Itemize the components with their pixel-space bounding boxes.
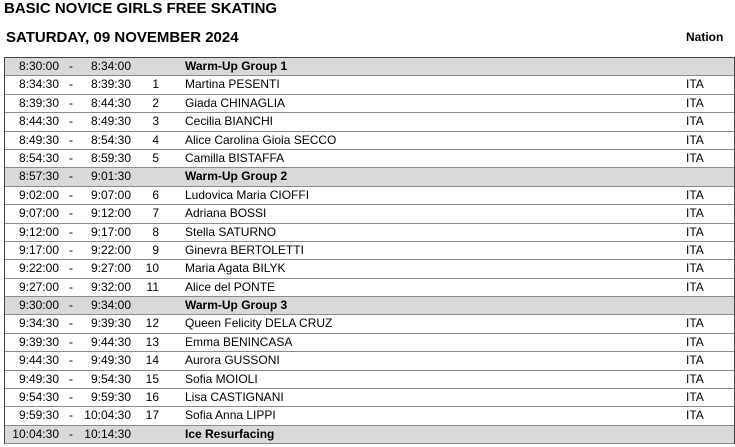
time-separator: -	[69, 353, 73, 368]
skater-name: Adriana BOSSI	[185, 206, 267, 221]
start-time: 9:12:00	[18, 224, 59, 239]
start-number: 3	[152, 114, 159, 129]
skater-row	[5, 187, 734, 205]
time-separator: -	[69, 77, 73, 92]
nation-code: ITA	[686, 206, 704, 221]
end-time: 9:44:30	[90, 334, 131, 349]
end-time: 8:34:00	[90, 59, 131, 73]
skater-row	[5, 315, 734, 333]
start-time: 8:34:30	[18, 77, 59, 92]
start-number: 8	[152, 224, 159, 239]
time-separator: -	[69, 59, 73, 73]
nation-code: ITA	[686, 77, 704, 92]
skater-row	[5, 132, 734, 150]
nation-code: ITA	[686, 371, 704, 386]
time-separator: -	[69, 408, 73, 423]
skater-row	[5, 260, 734, 278]
start-time: 9:59:30	[18, 408, 59, 423]
skater-row	[5, 205, 734, 223]
session-label: Ice Resurfacing	[185, 426, 275, 441]
skater-name: Queen Felicity DELA CRUZ	[185, 316, 333, 331]
start-time: 8:39:30	[18, 95, 59, 110]
start-number: 7	[152, 206, 159, 221]
event-date: SATURDAY, 09 NOVEMBER 2024	[6, 29, 239, 46]
nation-code: ITA	[686, 242, 704, 257]
start-number: 12	[145, 316, 159, 331]
skater-row	[5, 150, 734, 168]
time-separator: -	[69, 132, 73, 147]
skater-row	[5, 76, 734, 94]
start-number: 11	[146, 279, 159, 294]
start-time: 8:57:30	[18, 169, 59, 184]
start-number: 14	[145, 353, 159, 368]
time-separator: -	[69, 187, 73, 202]
skater-row	[5, 352, 734, 370]
time-separator: -	[69, 334, 73, 349]
nation-code: ITA	[686, 334, 704, 349]
skater-name: Camilla BISTAFFA	[185, 150, 285, 165]
nation-code: ITA	[686, 114, 704, 129]
nation-code: ITA	[686, 261, 704, 276]
start-time: 8:44:30	[18, 114, 59, 129]
nation-code: ITA	[686, 316, 704, 331]
end-time: 8:49:30	[90, 114, 131, 129]
page-title: BASIC NOVICE GIRLS FREE SKATING	[4, 0, 278, 17]
nation-code: ITA	[686, 150, 704, 165]
nation-column-header: Nation	[686, 30, 724, 44]
time-separator: -	[69, 95, 73, 110]
start-time: 9:54:30	[18, 390, 59, 405]
end-time: 9:07:00	[90, 187, 131, 202]
time-separator: -	[69, 242, 73, 257]
time-separator: -	[69, 316, 73, 331]
session-label: Warm-Up Group 3	[185, 298, 288, 313]
time-separator: -	[69, 224, 73, 239]
start-number: 13	[145, 334, 159, 349]
schedule-table	[4, 57, 735, 444]
start-time: 8:54:30	[18, 150, 59, 165]
start-number: 15	[145, 371, 159, 386]
start-number: 4	[152, 132, 159, 147]
skater-row	[5, 279, 734, 297]
end-time: 10:04:30	[84, 408, 131, 423]
skater-row	[5, 371, 734, 389]
start-number: 16	[145, 390, 159, 405]
start-time: 9:02:00	[18, 187, 59, 202]
session-row	[5, 58, 734, 76]
start-number: 17	[145, 408, 159, 423]
nation-code: ITA	[686, 279, 704, 294]
skater-name: Alice Carolina Gioia SECCO	[185, 132, 337, 147]
skater-name: Cecilia BIANCHI	[185, 114, 274, 129]
session-row	[5, 297, 734, 315]
start-time: 9:39:30	[18, 334, 59, 349]
skater-name: Alice del PONTE	[185, 279, 276, 294]
skater-name: Maria Agata BILYK	[185, 261, 286, 276]
end-time: 9:34:00	[90, 298, 131, 313]
skater-name: Martina PESENTI	[185, 77, 280, 92]
start-time: 9:34:30	[18, 316, 59, 331]
skater-row	[5, 334, 734, 352]
start-number: 6	[152, 187, 159, 202]
skater-name: Sofia MOIOLI	[185, 371, 258, 386]
skater-name: Emma BENINCASA	[185, 334, 293, 349]
session-label: Warm-Up Group 2	[185, 169, 288, 184]
start-time: 9:17:00	[18, 242, 59, 257]
start-time: 9:27:00	[18, 279, 59, 294]
end-time: 9:39:30	[90, 316, 131, 331]
skater-row	[5, 113, 734, 131]
time-separator: -	[69, 279, 73, 294]
end-time: 9:32:00	[90, 279, 131, 294]
nation-code: ITA	[686, 95, 704, 110]
skater-name: Lisa CASTIGNANI	[185, 390, 284, 405]
start-time: 9:30:00	[18, 298, 59, 313]
nation-code: ITA	[686, 353, 704, 368]
end-time: 9:49:30	[90, 353, 131, 368]
end-time: 9:54:30	[90, 371, 131, 386]
skater-name: Ginevra BERTOLETTI	[185, 242, 304, 257]
start-time: 8:49:30	[18, 132, 59, 147]
end-time: 10:14:30	[84, 426, 131, 441]
skater-name: Ludovica Maria CIOFFI	[185, 187, 310, 202]
end-time: 9:27:00	[90, 261, 131, 276]
start-number: 2	[152, 95, 159, 110]
start-time: 10:04:30	[12, 426, 59, 441]
start-number: 5	[152, 150, 159, 165]
time-separator: -	[69, 261, 73, 276]
end-time: 8:39:30	[90, 77, 131, 92]
nation-code: ITA	[686, 390, 704, 405]
time-separator: -	[69, 150, 73, 165]
skater-name: Giada CHINAGLIA	[185, 95, 286, 110]
session-row	[5, 426, 734, 444]
start-time: 8:30:00	[18, 59, 59, 73]
time-separator: -	[69, 169, 73, 184]
time-separator: -	[69, 206, 73, 221]
session-label: Warm-Up Group 1	[185, 59, 288, 73]
skater-name: Aurora GUSSONI	[185, 353, 280, 368]
end-time: 9:59:30	[90, 390, 131, 405]
end-time: 9:12:00	[90, 206, 131, 221]
time-separator: -	[69, 426, 73, 441]
skater-row	[5, 95, 734, 113]
time-separator: -	[69, 390, 73, 405]
time-separator: -	[69, 298, 73, 313]
time-separator: -	[69, 114, 73, 129]
end-time: 8:54:30	[90, 132, 131, 147]
start-time: 9:44:30	[18, 353, 59, 368]
start-time: 9:07:00	[18, 206, 59, 221]
start-number: 1	[152, 77, 159, 92]
start-time: 9:22:00	[18, 261, 59, 276]
nation-code: ITA	[686, 187, 704, 202]
start-number: 10	[145, 261, 159, 276]
skater-row	[5, 407, 734, 425]
nation-code: ITA	[686, 408, 704, 423]
start-time: 9:49:30	[18, 371, 59, 386]
end-time: 8:59:30	[90, 150, 131, 165]
start-number: 9	[152, 242, 159, 257]
skater-row	[5, 224, 734, 242]
nation-code: ITA	[686, 132, 704, 147]
skater-name: Stella SATURNO	[185, 224, 277, 239]
skater-name: Sofia Anna LIPPI	[185, 408, 276, 423]
time-separator: -	[69, 371, 73, 386]
skater-row	[5, 389, 734, 407]
end-time: 9:17:00	[90, 224, 131, 239]
session-row	[5, 168, 734, 186]
end-time: 9:01:30	[90, 169, 131, 184]
end-time: 8:44:30	[90, 95, 131, 110]
nation-code: ITA	[686, 224, 704, 239]
end-time: 9:22:00	[90, 242, 131, 257]
skater-row	[5, 242, 734, 260]
